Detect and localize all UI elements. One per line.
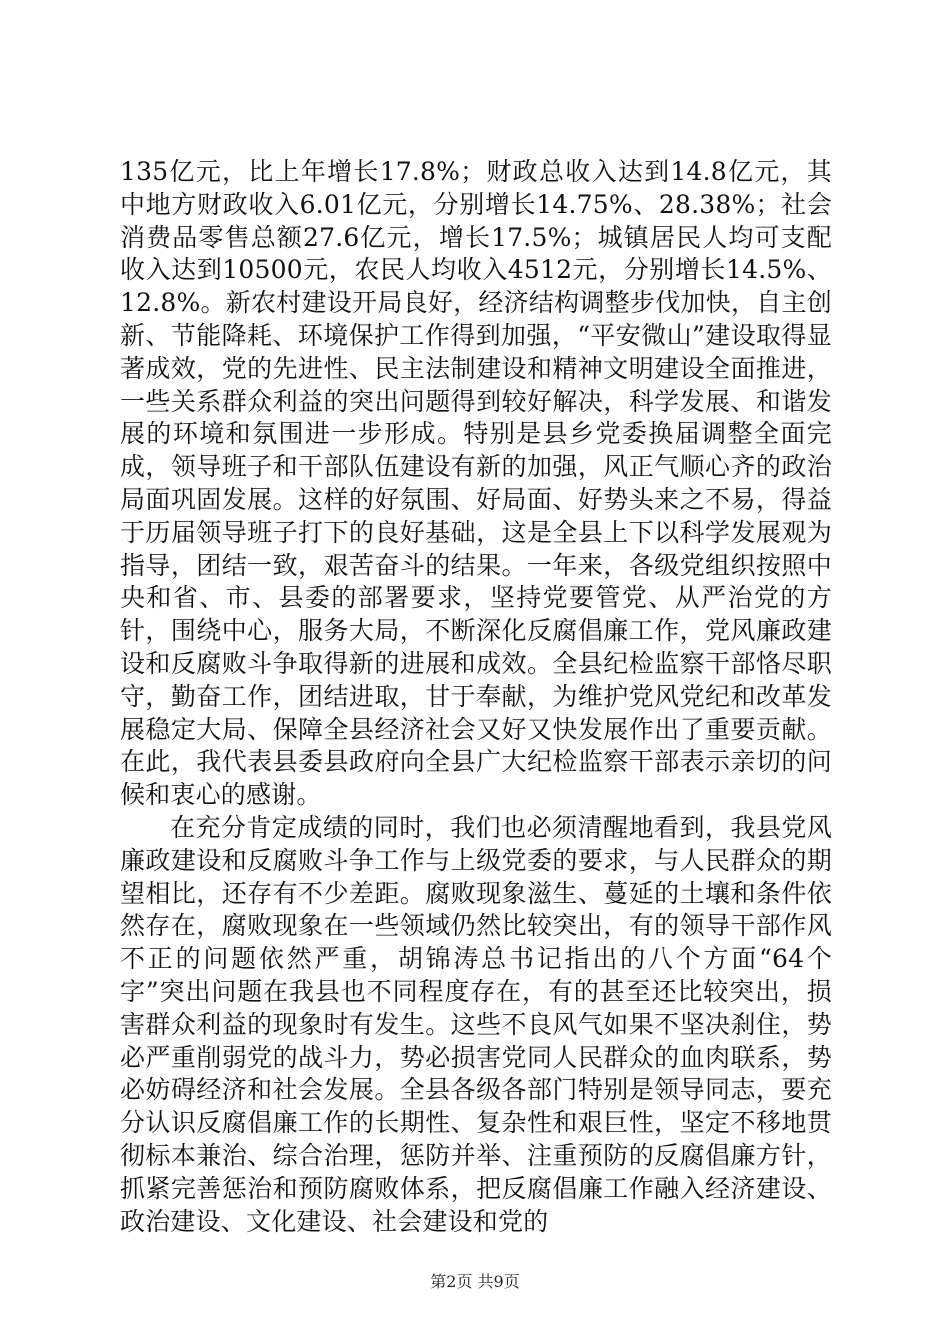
paragraph-1: 135亿元，比上年增长17.8%；财政总收入达到14.8亿元，其中地方财政收入6.01亿元，分别增长14.75%、28.38%；社会消费品零售总额27.6亿元，增长17.5%；城镇居民人均可支配收入达到10500元，农民人均收入4512元，分别增长14.5%、12.8%。新农村建设开局良好，经济结构调整步伐加快，自主创新、节能降耗、环境保护工作得到加强，“平安微山”建设取得显著成效，党的先进性、民主法制建设和精神文明建设全面推进，一些关系群众利益的突出问题得到较好解决，科学发展、和谐发展的环境和氛围进一步形成。特别是县乡党委换届调整全面完成，领导班子和干部队伍建设有新的加强，风正气顺心齐的政治局面巩固发展。这样的好氛围、好局面、好势头来之不易，得益于历届领导班子打下的良好基础，这是全县上下以科学发展观为指导，团结一致，艰苦奋斗的结果。一年来，各级党组织按照中央和省、市、县委的部署要求，坚持党要管党、从严治党的方针，围绕中心，服务大局，不断深化反腐倡廉工作，党风廉政建设和反腐败斗争取得新的进展和成效。全县纪检监察干部恪尽职守，勤奋工作，团结进取，甘于奉献，为维护党风党纪和改革发展稳定大局、保障全县经济社会又好又快发展作出了重要贡献。在此，我代表县委县政府向全县广大纪检监察干部表示亲切的问候和衷心的感谢。 [120,157,832,810]
paragraph-2: 在充分肯定成绩的同时，我们也必须清醒地看到，我县党风廉政建设和反腐败斗争工作与上级党委的要求，与人民群众的期望相比，还存有不少差距。腐败现象滋生、蔓延的土壤和条件依然存在，腐败现象在一些领域仍然比较突出，有的领导干部作风不正的问题依然严重，胡锦涛总书记指出的八个方面“64个字”突出问题在我县也不同程度存在，有的甚至还比较突出，损害群众利益的现象时有发生。这些不良风气如果不坚决刹住，势必严重削弱党的战斗力，势必损害党同人民群众的血肉联系，势必妨碍经济和社会发展。全县各级各部门特别是领导同志，要充分认识反腐倡廉工作的长期性、复杂性和艰巨性，坚定不移地贯彻标本兼治、综合治理，惩防并举、注重预防的反腐倡廉方针，抓紧完善惩治和预防腐败体系，把反腐倡廉工作融入经济建设、政治建设、文化建设、社会建设和党的 [120,812,832,1236]
page-footer: 第2页 共9页 [430,1272,520,1291]
document-body [120,156,832,1238]
